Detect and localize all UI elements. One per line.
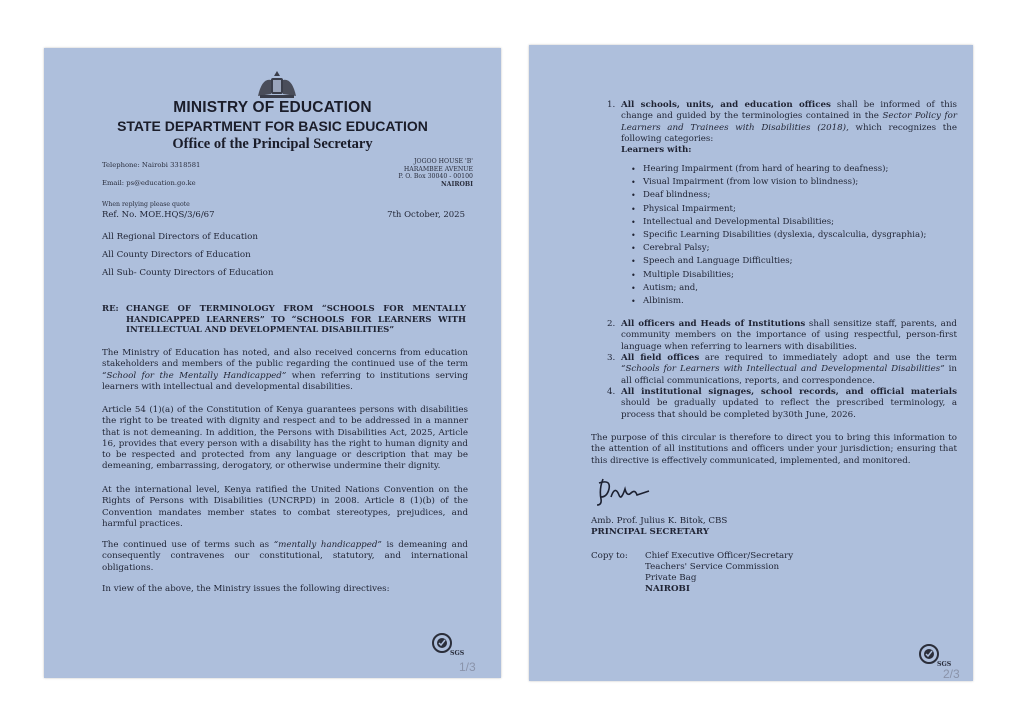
- closing-paragraph: The purpose of this circular is therefore to direct you to bring this information to the attention of all institutions and officers under your jurisdiction; ensuring that this directive is effectively communicated, implemented, and monitored.: [591, 433, 957, 466]
- learners-with-label: Learners with:: [621, 145, 692, 155]
- directive-text: should be gradually updated to reflect the prescribed terminology, a process that should be completed by30th June, 2026.: [621, 398, 957, 420]
- reply-note: When replying please quote: [102, 201, 190, 208]
- signature-icon: [589, 475, 657, 509]
- directive-text: in all official communications, reports, and correspondence.: [621, 364, 957, 386]
- directive-bold: All schools, units, and education offices: [621, 100, 831, 110]
- address-line: P. O. Box 30040 - 00100: [398, 173, 473, 180]
- ministry-title: MINISTRY OF EDUCATION: [173, 99, 372, 116]
- reference-number: Ref. No. MOE.HQS/3/6/67: [102, 210, 215, 220]
- recipient: All Sub- County Directors of Education: [102, 268, 274, 278]
- address-line: JOGOO HOUSE 'B': [414, 158, 473, 165]
- list-item: • Cerebral Palsy;: [629, 242, 959, 255]
- directive-text: shall sensitize staff, parents, and community members on the importance of using respectful, person-first language when referring to learners with disabilities.: [621, 319, 957, 352]
- seal-label: SGS: [450, 650, 465, 657]
- paragraph-3: At the international level, Kenya ratified the United Nations Convention on the Rights of Persons with Disabilities (UNCRPD) in 2008. Article 8 (1)(b) of the Convention mandates member states to combat stereotypes, prejudices, and harmful practices.: [102, 485, 468, 529]
- paragraph-4: [102, 540, 468, 574]
- copy-to-line: Chief Executive Officer/Secretary: [645, 551, 794, 561]
- copy-to-line: NAIROBI: [645, 584, 690, 594]
- list-item: • Intellectual and Developmental Disabilities;: [629, 216, 959, 229]
- seal-label: SGS: [937, 661, 952, 668]
- copy-to-label: Copy to:: [591, 551, 628, 561]
- department-title: STATE DEPARTMENT FOR BASIC EDUCATION: [117, 118, 428, 134]
- para-text: when referring to institutions serving learners with intellectual and developmental disabilities.: [102, 370, 469, 392]
- list-item: • Albinism.: [629, 295, 959, 308]
- recipient: All Regional Directors of Education: [102, 232, 259, 242]
- paragraph-1: [102, 348, 468, 393]
- item-number: 4.: [607, 387, 616, 397]
- signatory-title: PRINCIPAL SECRETARY: [591, 527, 710, 537]
- letter-page-2: [529, 45, 973, 681]
- directive-text: are required to immediately adopt and use the term: [699, 353, 957, 363]
- list-item: • Autism; and,: [629, 282, 959, 295]
- para-text: is demeaning and consequently contravenes our constitutional, statutory, and international obligations.: [102, 540, 468, 573]
- paragraph-2: Article 54 (1)(a) of the Constitution of Kenya guarantees persons with disabilities the right to be treated with dignity and respect and to be addressed in a manner that is not demeaning. In addition, the Persons with Disabilities Act, 2025, Article 16, provides that every person with a disability has the right to human dignity and to be respected and protected from any language or description that may be demeaning, embarrassing, derogatory, or otherwise undermine their dignity.: [102, 405, 468, 472]
- list-item: • Specific Learning Disabilities (dyslexia, dyscalculia, dysgraphia);: [629, 229, 959, 242]
- directive-emphasis: Sector Policy for Learners and Trainees with Disabilities (2018),: [621, 111, 957, 133]
- para-text: The continued use of terms such as: [102, 540, 274, 550]
- list-item: • Speech and Language Difficulties;: [629, 255, 959, 268]
- list-item: • Deaf blindness;: [629, 189, 959, 202]
- copy-to-block: [645, 551, 793, 595]
- signatory-name: Amb. Prof. Julius K. Bitok, CBS: [591, 516, 728, 526]
- directive-text: which recognizes the following categories:: [621, 122, 957, 144]
- directive-2: [621, 319, 957, 353]
- paragraph-5: In view of the above, the Ministry issues the following directives:: [102, 584, 390, 594]
- directive-bold: All field offices: [621, 353, 700, 363]
- item-number: 3.: [607, 353, 616, 363]
- telephone: Telephone: Nairobi 3318581: [102, 161, 201, 169]
- directive-bold: All institutional signages, school records, and official materials: [621, 387, 957, 397]
- letter-date: 7th October, 2025: [387, 210, 465, 220]
- item-number: 1.: [607, 100, 616, 110]
- directive-bold: All officers and Heads of Institutions: [621, 319, 806, 329]
- directive-text: shall be informed of this change and guided by the terminologies contained in the: [621, 100, 958, 122]
- address-line: NAIROBI: [440, 180, 473, 188]
- item-number: 2.: [607, 319, 616, 329]
- list-item: • Hearing Impairment (from hard of hearing to deafness);: [629, 163, 959, 176]
- copy-to-line: Private Bag: [645, 573, 697, 583]
- directive-1: [621, 100, 957, 145]
- email: Email: ps@education.go.ke: [102, 179, 196, 187]
- para-emphasis: “mentally handicapped”: [273, 540, 382, 550]
- directive-3: [621, 353, 957, 387]
- list-item: • Visual Impairment (from low vision to blindness);: [629, 176, 959, 189]
- sgs-seal: [430, 632, 465, 660]
- coat-of-arms-icon: [254, 70, 300, 100]
- directive-4: [621, 387, 957, 421]
- page-number: 1/3: [459, 660, 476, 674]
- para-emphasis: “School for the Mentally Handicapped”: [102, 370, 287, 381]
- page-number: 2/3: [943, 667, 960, 681]
- recipient: All County Directors of Education: [102, 250, 251, 260]
- office-title: Office of the Principal Secretary: [172, 136, 373, 152]
- disability-categories-list: [629, 163, 959, 308]
- address-block: [333, 158, 473, 188]
- sgs-seal: [917, 643, 952, 671]
- address-line: HARAMBEE AVENUE: [403, 165, 473, 173]
- subject-label: RE:: [102, 304, 119, 314]
- directive-emphasis: “Schools for Learners with Intellectual and Developmental Disabilities”: [621, 364, 945, 375]
- list-item: • Physical Impairment;: [629, 203, 959, 216]
- letter-page-1: [44, 48, 501, 678]
- para-text: The Ministry of Education has noted, and also received concerns from education stakeholders and members of the public regarding the continued use of the term: [102, 348, 468, 370]
- subject-line: CHANGE OF TERMINOLOGY FROM “SCHOOLS FOR MENTALLY HANDICAPPED LEARNERS” TO “SCHOOLS FOR LEARNERS WITH INTELLECTUAL AND DEVELOPMENTAL DISABILITIES”: [126, 304, 466, 335]
- copy-to-line: Teachers' Service Commission: [645, 562, 780, 572]
- list-item: • Multiple Disabilities;: [629, 269, 959, 282]
